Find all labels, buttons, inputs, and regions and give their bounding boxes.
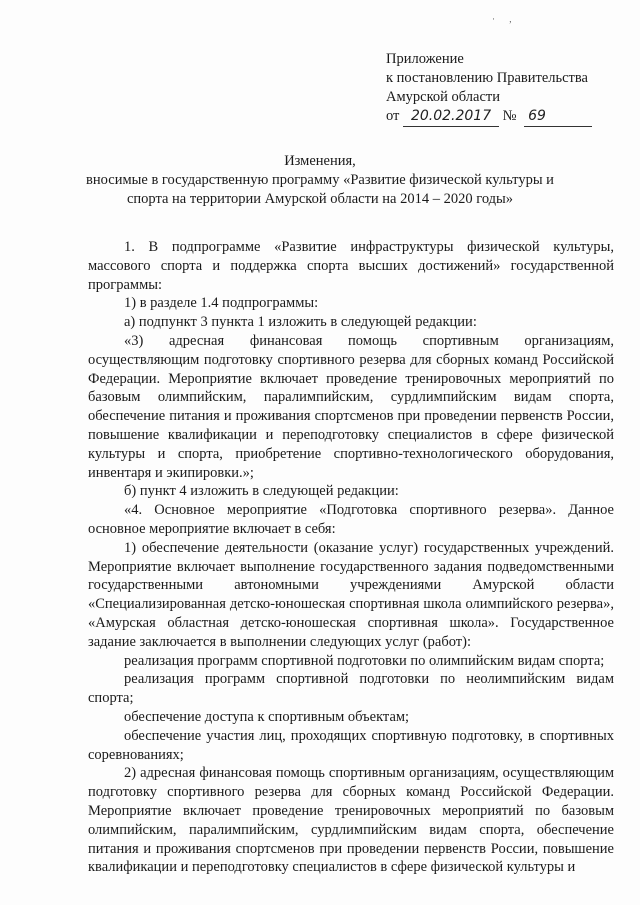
title-line-1: Изменения, (284, 153, 356, 169)
appendix-title: Приложение (386, 51, 464, 67)
title-line-2: вносимые в государственную программу «Развитие физической культуры и (86, 172, 554, 188)
scan-marks: · , (492, 14, 518, 24)
paragraph: «4. Основное мероприятие «Подготовка спортивного резерва». Данное основное мероприятие включает в себя: (88, 502, 614, 537)
paragraph: 1) обеспечение деятельности (оказание услуг) государственных учреждений. Мероприятие включает выполнение государственного задания подведомственными государственными автономными учреждениями Амурской области «Специализированная детско-юношеская спортивная школа олимпийского резерва», «Амурская областная детско-юношеская спортивная школа». Государственное задание заключается в выполнении следующих услуг (работ): (88, 539, 614, 650)
document-title (40, 152, 600, 209)
title-line-3: спорта на территории Амурской области на 2014 – 2020 годы» (126, 191, 514, 207)
paragraph: реализация программ спортивной подготовки по олимпийским видам спорта; (124, 652, 605, 669)
handwritten-number: 69 (524, 107, 592, 127)
appendix-date-number-row (386, 107, 626, 127)
paragraph: «3) адресная финансовая помощь спортивным организациям, осуществляющим подготовку спортивного резерва для сборных команд Российской Федерации. Мероприятие включает проведение тренировочных мероприятий по базовым олимпийским, паралимпийским, сурдлимпийским видам спорта, обеспечение питания и проживания спортсменов при проведении первенств России, повышение квалификации и переподготовку специалистов в сфере физической культуры и спорта, приобретение спортивно-технологического оборудования, инвентаря и экипировки.»; (88, 332, 614, 481)
appendix-decree: к постановлению Правительства (386, 70, 588, 86)
from-label: от (386, 108, 400, 124)
appendix-block (386, 50, 626, 127)
paragraph: обеспечение участия лиц, проходящих спортивную подготовку, в спортивных соревнованиях; (88, 727, 614, 763)
paragraph: б) пункт 4 изложить в следующей редакции: (124, 483, 399, 500)
document-body (88, 238, 614, 877)
paragraph: реализация программ спортивной подготовки по неолимпийским видам спорта; (88, 671, 614, 707)
paragraph: 2) адресная финансовая помощь спортивным организациям, осуществляющим подготовку спортивного резерва для сборных команд Российской Федерации. Мероприятие включает проведение тренировочных мероприятий по базовым олимпийским, паралимпийским, сурдлимпийским видам спорта, обеспечение питания и проживания спортсменов при проведении первенств России, повышение квалификации и переподготовку специалистов в сфере физической культуры и (88, 765, 614, 876)
paragraph: а) подпункт 3 пункта 1 изложить в следующей редакции: (124, 314, 477, 331)
paragraph: 1) в разделе 1.4 подпрограммы: (124, 295, 319, 312)
paragraph: 1. В подпрограмме «Развитие инфраструктуры физической культуры, массового спорта и поддержка спорта высших достижений» государственной программы: (88, 239, 614, 293)
paragraph: обеспечение доступа к спортивным объектам; (124, 708, 410, 725)
handwritten-date: 20.02.2017 (403, 107, 499, 127)
appendix-region: Амурской области (386, 89, 500, 105)
number-label: № (502, 108, 517, 124)
